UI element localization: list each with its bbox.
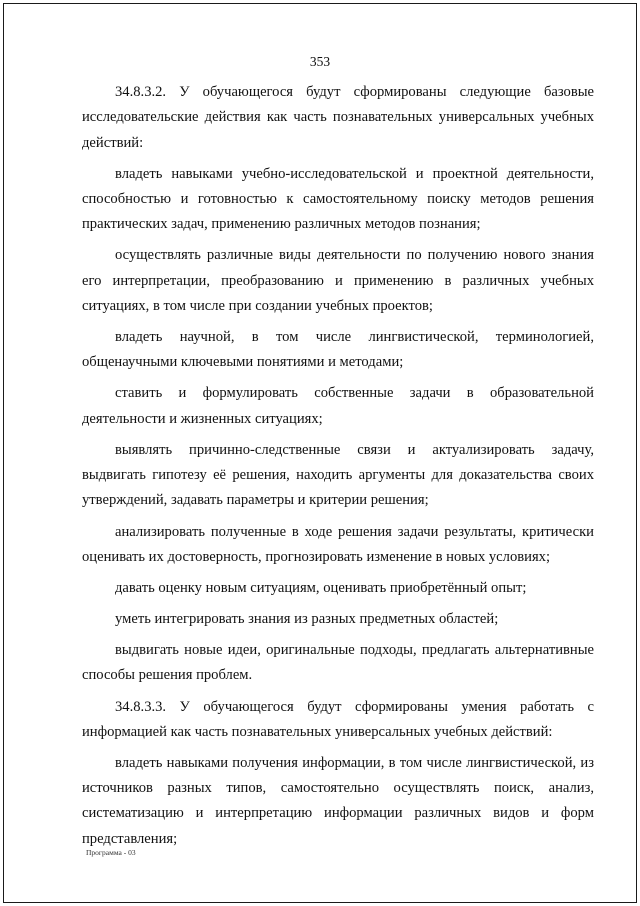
paragraph-section-34-8-3-2: 34.8.3.2. У обучающегося будут сформированы следующие базовые исследовательские действия как часть познавательных универсальных учебных действий: [82,84,594,151]
paragraph-list-item: владеть научной, в том числе лингвистической, терминологией, общенаучными ключевыми понятиями и методами; [82,329,594,371]
paragraph-list-item: ставить и формулировать собственные задачи в образовательной деятельности и жизненных ситуациях; [82,385,594,427]
paragraph-list-item: давать оценку новым ситуациям, оценивать приобретённый опыт; [115,579,527,596]
paragraph-list-item: владеть навыками получения информации, в том числе лингвистической, из источников разных типов, самостоятельно осуществлять поиск, анализ, систематизацию и интерпретацию информации различных видов и форм представления; [82,754,594,847]
document-body [82,80,594,858]
paragraph-list-item: владеть навыками учебно-исследовательской и проектной деятельности, способностью и готовностью к самостоятельному поиску методов решения практических задач, применению различных методов познания; [82,165,594,233]
paragraph-list-item: выявлять причинно-следственные связи и актуализировать задачу, выдвигать гипотезу её решения, находить аргументы для доказательства своих утверждений, задавать параметры и критерии решения; [82,441,594,509]
paragraph-list-item: анализировать полученные в ходе решения задачи результаты, критически оценивать их достоверность, прогнозировать изменение в новых условиях; [82,523,594,565]
paragraph-list-item: выдвигать новые идеи, оригинальные подходы, предлагать альтернативные способы решения проблем. [82,642,594,684]
page-number: 353 [309,54,331,69]
paragraph-list-item: уметь интегрировать знания из разных предметных областей; [115,611,499,628]
paragraph-list-item: осуществлять различные виды деятельности по получению нового знания его интерпретации, преобразованию и применению в различных учебных ситуациях, в том числе при создании учебных проектов; [82,247,594,314]
page-footer: Программа - 03 [86,848,136,857]
paragraph-section-34-8-3-3: 34.8.3.3. У обучающегося будут сформированы умения работать с информацией как часть познавательных универсальных учебных действий: [82,698,594,740]
